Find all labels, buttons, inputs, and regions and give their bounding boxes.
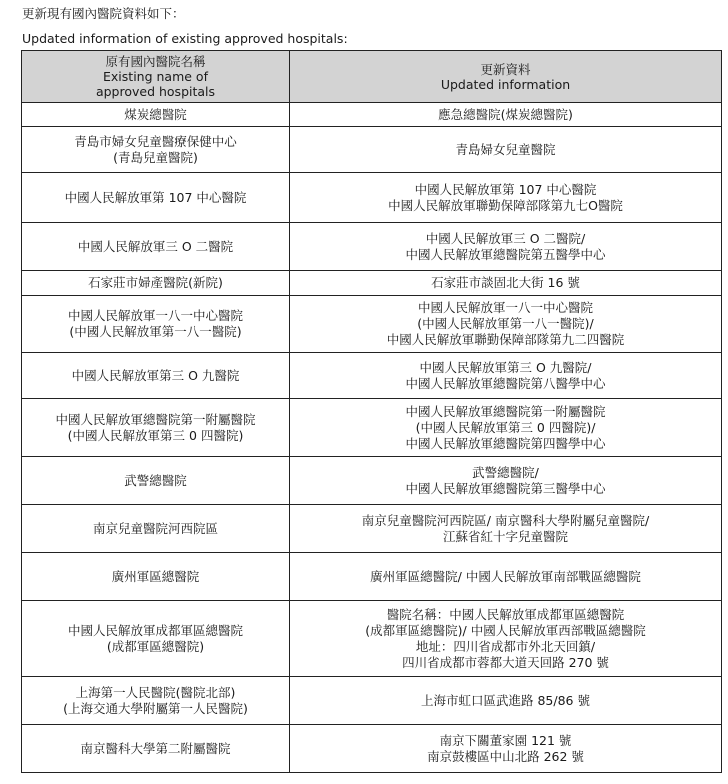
cell-original-name <box>22 601 290 677</box>
cell-original-name <box>22 353 290 399</box>
cell-original-name <box>22 103 290 127</box>
cell-line: 中國人民解放軍總醫院第一附屬醫院 <box>405 403 606 419</box>
cell-original-name <box>22 677 290 725</box>
table-row <box>22 399 722 457</box>
cell-updated-info <box>290 677 722 725</box>
cell-original-name <box>22 505 290 553</box>
cell-line: 武警總醫院 <box>124 472 187 488</box>
table-row <box>22 173 722 223</box>
cell-line: 中國人民解放軍第三 O 九醫院/ <box>419 359 592 375</box>
cell-original-name <box>22 399 290 457</box>
table-row <box>22 127 722 173</box>
cell-line: 中國人民解放軍成都軍區總醫院 <box>67 622 243 638</box>
cell-line: 廣州軍區總醫院/ 中國人民解放軍南部戰區總醫院 <box>370 568 641 584</box>
cell-line: 石家莊市談固北大街 16 號 <box>431 275 580 290</box>
table-row <box>22 353 722 399</box>
cell-line: 中國人民解放軍總醫院第八醫學中心 <box>405 375 606 391</box>
table-row <box>22 457 722 505</box>
cell-updated-info <box>290 553 722 601</box>
cell-original-name <box>22 173 290 223</box>
table-row <box>22 505 722 553</box>
cell-original-name <box>22 271 290 296</box>
table-row <box>22 223 722 271</box>
cell-original-name <box>22 223 290 271</box>
cell-line: 南京下關董家園 121 號 <box>439 732 572 748</box>
cell-updated-info <box>290 601 722 677</box>
cell-original-name <box>22 725 290 773</box>
cell-line: 醫院名稱：中國人民解放軍成都軍區總醫院 <box>386 606 625 622</box>
cell-line: (中國人民解放軍第一八一醫院) <box>69 324 242 339</box>
cell-line: 地址：四川省成都市外北天回鎮/ <box>415 638 596 654</box>
cell-line: 南京兒童醫院河西院區/ 南京醫科大學附屬兒童醫院/ <box>361 512 650 528</box>
cell-line: (成都軍區總醫院)/ 中國人民解放軍西部戰區總醫院 <box>365 622 646 638</box>
cell-updated-info <box>290 296 722 353</box>
cell-line: 江蘇省紅十字兒童醫院 <box>442 528 568 544</box>
cell-line: 應急總醫院(煤炭總醫院) <box>438 106 573 122</box>
cell-original-name <box>22 553 290 601</box>
header-line: Existing name of <box>103 69 208 84</box>
cell-line: 四川省成都市蓉都大道天回路 270 號 <box>402 654 609 670</box>
cell-line: (青島兒童醫院) <box>113 149 198 165</box>
cell-line: 青島市婦女兒童醫療保健中心 <box>74 133 237 149</box>
cell-line: 中國人民解放軍總醫院第四醫學中心 <box>405 435 606 451</box>
header-line: approved hospitals <box>95 84 216 99</box>
header-line: 更新資料 <box>480 61 531 77</box>
cell-line: (中國人民解放軍第三 0 四醫院)/ <box>415 419 596 435</box>
cell-line: 煤炭總醫院 <box>124 106 187 122</box>
cell-line: 上海市虹口區武進路 85/86 號 <box>421 692 590 708</box>
table-row <box>22 677 722 725</box>
cell-line: 中國人民解放軍聯勤保障部隊第九七O醫院 <box>388 197 623 213</box>
intro-chinese: 更新現有國內醫院資料如下： <box>22 6 185 21</box>
cell-updated-info <box>290 725 722 773</box>
table-row <box>22 553 722 601</box>
header-line: Updated information <box>440 76 571 92</box>
cell-line: 南京醫科大學第二附屬醫院 <box>80 740 231 756</box>
cell-original-name <box>22 457 290 505</box>
cell-line: 南京兒童醫院河西院區 <box>92 520 218 536</box>
cell-line: (中國人民解放軍第一八一醫院)/ <box>417 316 594 331</box>
cell-line: 中國人民解放軍第 107 中心醫院 <box>414 181 597 197</box>
cell-line: 中國人民解放軍一八一中心醫院 <box>417 300 593 315</box>
cell-line: 中國人民解放軍總醫院第一附屬醫院 <box>55 411 256 427</box>
cell-original-name <box>22 296 290 353</box>
cell-original-name <box>22 127 290 173</box>
cell-updated-info <box>290 103 722 127</box>
cell-line: 中國人民解放軍一八一中心醫院 <box>67 308 243 323</box>
cell-updated-info <box>290 399 722 457</box>
cell-updated-info <box>290 271 722 296</box>
hospital-table <box>21 50 722 773</box>
cell-updated-info <box>290 353 722 399</box>
table-row <box>22 725 722 773</box>
header-updated-info <box>290 51 722 103</box>
cell-updated-info <box>290 127 722 173</box>
header-original-name <box>22 51 290 103</box>
cell-line: 青島婦女兒童醫院 <box>455 141 556 157</box>
cell-line: 中國人民解放軍總醫院第三醫學中心 <box>405 480 606 496</box>
cell-line: 中國人民解放軍三 O 二醫院 <box>77 238 234 254</box>
cell-line: 中國人民解放軍總醫院第五醫學中心 <box>405 246 606 262</box>
cell-line: 石家莊市婦產醫院(新院) <box>88 275 223 290</box>
cell-line: 武警總醫院/ <box>472 464 539 480</box>
cell-line: 中國人民解放軍第 107 中心醫院 <box>64 189 247 205</box>
cell-line: 廣州軍區總醫院 <box>111 568 200 584</box>
intro-english: Updated information of existing approved hospitals: <box>22 31 348 46</box>
table-row <box>22 103 722 127</box>
table-row <box>22 601 722 677</box>
cell-line: 中國人民解放軍第三 O 九醫院 <box>71 367 240 383</box>
table-row <box>22 296 722 353</box>
cell-line: 南京鼓樓區中山北路 262 號 <box>427 748 584 764</box>
cell-line: (中國人民解放軍第三 0 四醫院) <box>67 427 244 443</box>
cell-updated-info <box>290 173 722 223</box>
cell-updated-info <box>290 505 722 553</box>
cell-line: 中國人民解放軍聯勤保障部隊第九二四醫院 <box>386 332 625 347</box>
table-header-row <box>22 51 722 103</box>
cell-line: (上海交通大學附屬第一人民醫院) <box>63 700 248 716</box>
cell-updated-info <box>290 457 722 505</box>
cell-line: (成都軍區總醫院) <box>106 638 205 654</box>
cell-line: 上海第一人民醫院(醫院北部) <box>75 684 236 700</box>
header-line: 原有國內醫院名稱 <box>105 54 206 69</box>
cell-line: 中國人民解放軍三 O 二醫院/ <box>425 230 586 246</box>
cell-updated-info <box>290 223 722 271</box>
table-row <box>22 271 722 296</box>
